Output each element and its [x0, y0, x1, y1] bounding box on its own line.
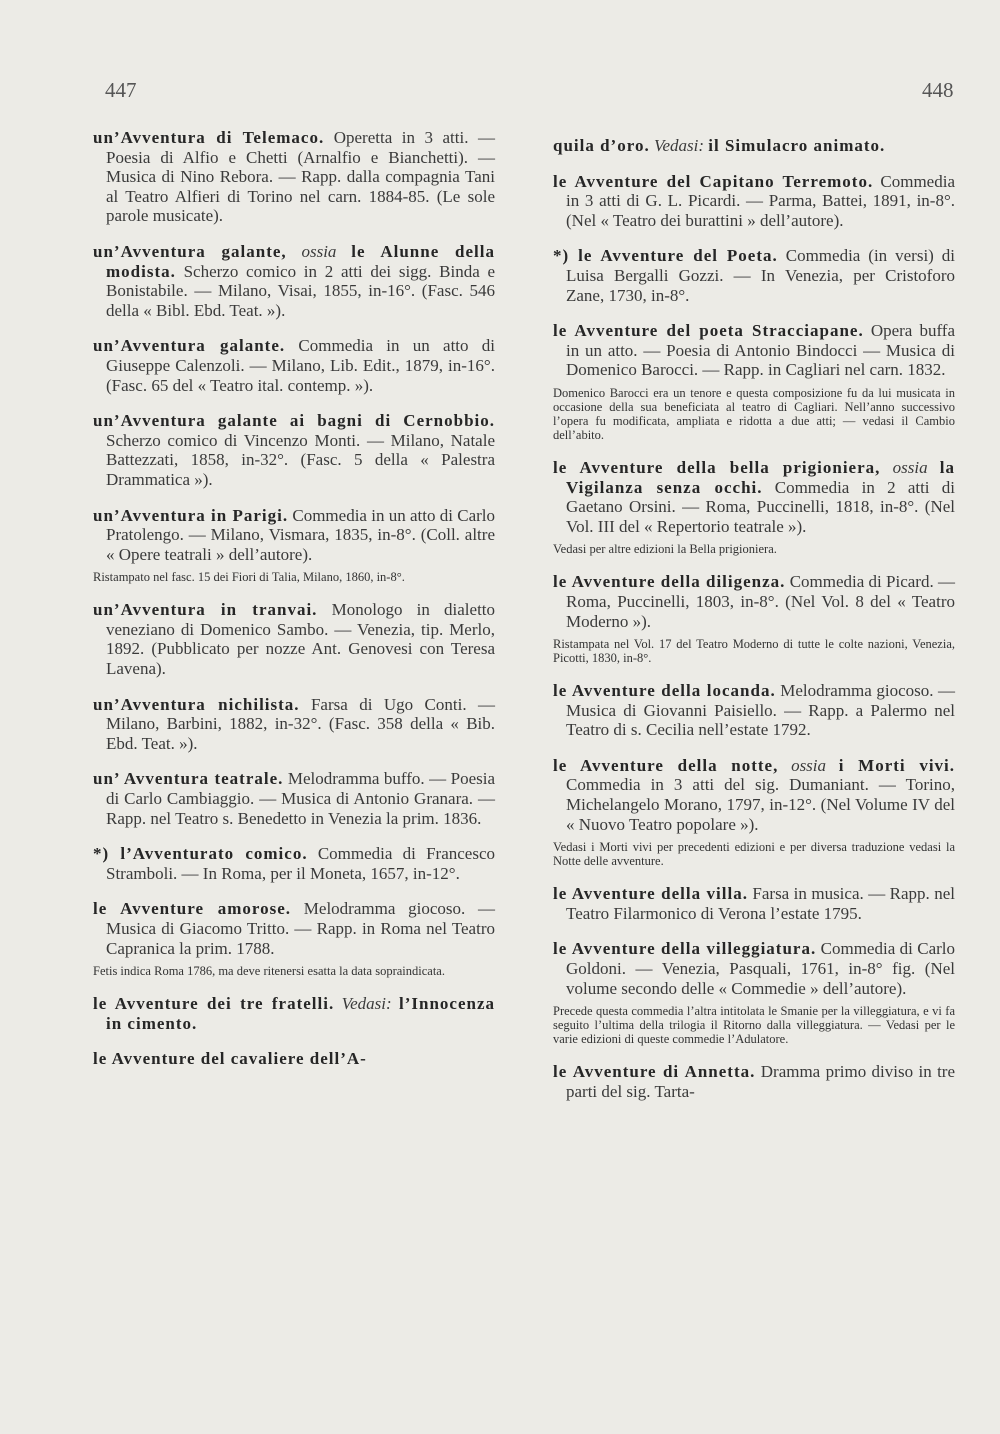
entry-text: Scherzo comico in 2 atti dei sigg. Binda e Bonistabile. — Milano, Visai, 1855, in-16°. (Fasc. 546 della « Bibl. Ebd. Teat. »).: [106, 261, 495, 320]
entry-headword: un’Avventura in Parigi.: [93, 505, 289, 525]
entry-text: Melodramma giocoso. — Musica di Giacomo Tritto. — Rapp. in Roma nel Teatro Capranica la prim. 1788.: [106, 899, 496, 958]
entry-headword: quila d’oro.: [553, 136, 650, 155]
entry: [93, 844, 495, 883]
page-number-right: 448: [922, 78, 954, 102]
entry: [553, 246, 955, 305]
entry-headword: un’Avventura di Telemaco.: [93, 128, 325, 147]
entry-headword: un’Avventura galante ai bagni di Cernobbio.: [93, 411, 495, 431]
entry-headword: un’Avventura galante,: [93, 241, 287, 261]
entry: [553, 1062, 955, 1101]
entry: [93, 1049, 495, 1069]
entry: [93, 769, 495, 828]
entry: [553, 458, 955, 536]
entry-text: Commedia di Carlo Goldoni. — Venezia, Pasquali, 1761, in-8° fig. (Nel volume secondo delle « Commedie » dell’autore).: [566, 939, 956, 998]
entry-text: Commedia in un atto di Giuseppe Calenzoli. — Milano, Lib. Edit., 1879, in-16°. (Fasc. 65 del « Teatro ital. contemp. »).: [106, 336, 496, 395]
entry-text: Monologo in dialetto veneziano di Domenico Sambo. — Venezia, tip. Merlo, 1892. (Pubblicato per nozze Ant. Genovesi con Teresa Lavena).: [106, 600, 496, 679]
entry-headword-alt: la Vigilanza senza occhi.: [566, 457, 956, 497]
entry-headword: *) l’Avventurato comico.: [93, 844, 308, 864]
entry-text: Commedia di Picard. — Roma, Puccinelli, 1803, in-8°. (Nel Vol. 8 del « Teatro Moderno »).: [566, 572, 955, 631]
entry-text: Scherzo comico di Vincenzo Monti. — Milano, Natale Battezzati, 1858, in-32°. (Fasc. 5 della « Palestra Drammatica »).: [106, 430, 495, 489]
entry-headword: le Avventure del Capitano Terremoto.: [553, 171, 874, 191]
entry-note: Domenico Barocci era un tenore e questa composizione fu da lui musicata in occasione della sua beneficiata al teatro di Cagliari. Nell’anno successivo l’opera fu modificata, ampliata e ridotta a due atti; — vedasi il Cambio dell’abito.: [553, 385, 955, 442]
entry-text: Melodramma buffo. — Poesia di Carlo Cambiaggio. — Musica di Antonio Granara. — Rapp. nel Teatro s. Benedetto in Venezia la prim. 1836.: [106, 769, 495, 828]
right-column: [553, 128, 955, 1117]
entry-crossref-label: Vedasi:: [653, 136, 705, 155]
entry-note: Ristampata nel Vol. 17 del Teatro Moderno di tutte le colte nazioni, Venezia, Picotti, 1830, in-8°.: [553, 637, 955, 666]
entry-headword: le Avventure della villeggiatura.: [553, 939, 817, 959]
entry: [553, 939, 955, 998]
entry-note: Vedasi per altre edizioni la Bella prigioniera.: [553, 542, 777, 557]
entry-text: Farsa di Ugo Conti. — Milano, Barbini, 1882, in-32°. (Fasc. 358 della « Bib. Ebd. Teat. »).: [106, 694, 496, 753]
entry: [553, 321, 955, 380]
entry-headword: le Avventure del cavaliere dell’A-: [93, 1049, 367, 1069]
entry: [93, 128, 495, 226]
entry-note: Vedasi i Morti vivi per precedenti edizioni e per diversa traduzione vedasi la Notte delle avventure.: [553, 840, 955, 869]
entry-text: Commedia di Francesco Stramboli. — In Roma, per il Moneta, 1657, in-12°.: [106, 844, 496, 883]
entry-crossref: il Simulacro animato.: [708, 136, 886, 155]
entry-headword: le Avventure della locanda.: [553, 681, 776, 701]
entry-headword: un’Avventura galante.: [93, 336, 286, 356]
entry-headword: *) le Avventure del Poeta.: [553, 246, 778, 266]
entry-headword: le Avventure del poeta Stracciapane.: [553, 321, 864, 341]
entry: [553, 172, 955, 231]
entry: [93, 600, 495, 678]
entry: [93, 899, 495, 958]
entry-headword: le Avventure della bella prigioniera,: [553, 457, 881, 477]
entry-note: Precede questa commedia l’altra intitolata le Smanie per la villeggiatura, e vi fa seguito l’ultima della trilogia il Ritorno dalla villeggiatura. — Vedasi per le varie edizioni di queste commedie l’Adulatore.: [553, 1004, 955, 1047]
entry-headword: le Avventure della villa.: [553, 884, 748, 904]
entry-headword: un’Avventura nichilista.: [93, 694, 300, 714]
entry: [93, 994, 495, 1033]
entry-ossia: ossia: [791, 755, 827, 775]
entry: [93, 242, 495, 320]
entry-text: Commedia in 3 atti del sig. Dumaniant. — Torino, Michelangelo Morano, 1797, in-12°. (Nel Volume IV del « Nuovo Teatro popolare »).: [566, 775, 955, 834]
entry-crossref-label: Vedasi:: [341, 994, 392, 1014]
entry-text: Operetta in 3 atti. — Poesia di Alfio e Chetti (Arnalfio e Bianchetti). — Musica di Nino Rebora. — Rapp. dalla compagnia Tani al Teatro Alfieri di Torino nel carn. 1884-85. (Le sole parole musicate).: [106, 128, 495, 226]
entry-text: Melodramma giocoso. — Musica di Giovanni Paisiello. — Rapp. a Palermo nel Teatro di s. Cecilia nell’estate 1792.: [566, 681, 956, 740]
entry-continued: [553, 136, 955, 156]
entry-note: Fetis indica Roma 1786, ma deve ritenersi esatta la data sopraindicata.: [93, 964, 445, 979]
entry-text: Opera buffa in un atto. — Poesia di Antonio Bindocci — Musica di Domenico Barocci. — Rapp. in Cagliari nel carn. 1832.: [566, 321, 956, 380]
entry: [93, 411, 495, 489]
entry-headword: le Avventure dei tre fratelli.: [93, 994, 335, 1014]
entry-headword: un’Avventura in tranvai.: [93, 600, 318, 620]
entry-text: Dramma primo diviso in tre parti del sig. Tarta-: [566, 1062, 955, 1101]
entry-text: Commedia in un atto di Carlo Pratolengo. — Milano, Vismara, 1835, in-8°. (Coll. altre « Opere teatrali » dell’autore).: [106, 505, 495, 564]
entry: [553, 572, 955, 631]
entry: [553, 756, 955, 834]
entry-text: Commedia in 2 atti di Gaetano Orsini. — Roma, Puccinelli, 1818, in-8°. (Nel Vol. III del « Repertorio teatrale »).: [566, 477, 956, 536]
entry-headword-alt: i Morti vivi.: [838, 755, 956, 775]
entry-text: Farsa in musica. — Rapp. nel Teatro Filarmonico di Verona l’estate 1795.: [566, 884, 955, 923]
entry-ossia: ossia: [301, 241, 337, 261]
entry-text: Commedia in 3 atti di G. L. Picardi. — Parma, Battei, 1891, in-8°. (Nel « Teatro dei burattini » dell’autore).: [566, 171, 955, 230]
entry-headword: le Avventure della notte,: [553, 755, 779, 775]
left-column: [93, 128, 495, 1085]
entry-headword: le Avventure di Annetta.: [553, 1062, 756, 1082]
entry: [93, 695, 495, 754]
entry: [93, 336, 495, 395]
entry: [93, 506, 495, 565]
entry-text: Commedia (in versi) di Luisa Bergalli Gozzi. — In Venezia, per Cristoforo Zane, 1730, in-8°.: [566, 246, 955, 305]
entry: [553, 884, 955, 923]
entry-note: Ristampato nel fasc. 15 dei Fiori di Talia, Milano, 1860, in-8°.: [93, 570, 405, 585]
entry-ossia: ossia: [892, 457, 928, 477]
entry-headword: le Avventure della diligenza.: [553, 572, 786, 592]
entry-headword: le Avventure amorose.: [93, 899, 292, 919]
entry-crossref: l’Innocenza in cimento.: [106, 994, 496, 1033]
page-number-left: 447: [105, 78, 137, 102]
entry-headword: un’ Avventura teatrale.: [93, 769, 284, 789]
entry: [553, 681, 955, 740]
entry-headword-alt: le Alunne della modista.: [106, 241, 496, 281]
